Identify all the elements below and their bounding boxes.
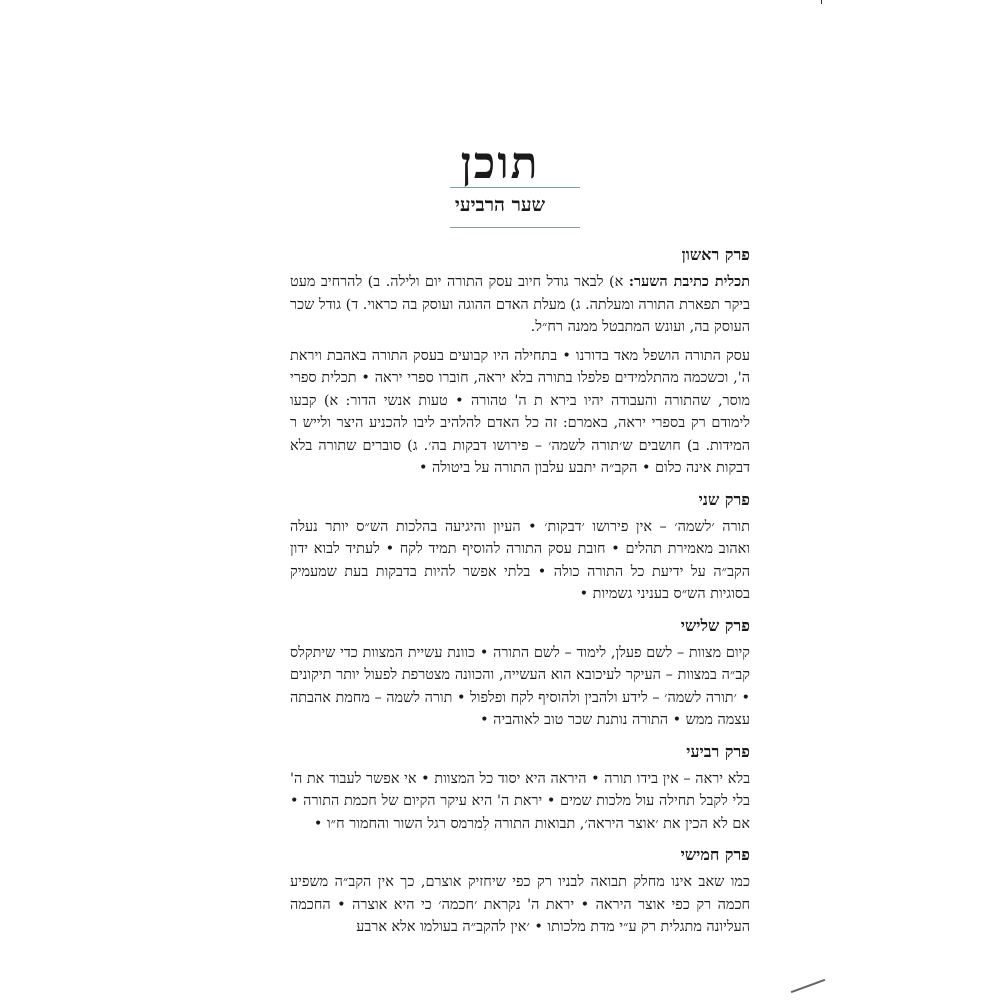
chapter-paragraph: [290, 271, 750, 339]
table-of-contents: [290, 245, 750, 949]
chapter-section: [290, 245, 750, 480]
title-divider-bottom: [450, 227, 580, 228]
paragraph-text: עסק התורה הושפל מאד בדורנו • בתחילה היו קבועים בעסק התורה באהבת ויראת ה', וכשכמה מהתלמידים פלפלו בתורה בלא יראה, חוברו ספרי יראה • תכלית ספרי מוסר, שהתורה והעבודה יהיו בירא ת ה' טהורה • טעות אנשי הדור: א) קבעו לימודם רק בספרי יראה, באמרם: זה כל האדם להלהיב ליבו להכניע היצר ולייש ר המידות. ב) חושבים ש׳תורה לשמה׳ – פירושו דבקות בה׳. ג) סוברים שתורה בלא דבקות אינה כלום • הקב״ה יתבע עלבון התורה על ביטולה •: [290, 347, 750, 476]
page-title: תוכן: [460, 138, 540, 189]
chapter-heading: פרק רביעי: [686, 741, 750, 761]
chapter-heading: פרק חמישי: [680, 845, 750, 864]
gate-title: שער הרביעי: [454, 194, 546, 216]
chapter-paragraph: [290, 345, 750, 480]
chapter-section: [290, 490, 750, 606]
chapter-section: [290, 845, 750, 939]
chapter-paragraph: [290, 871, 750, 939]
chapter-section: [290, 616, 750, 732]
chapter-paragraph: [290, 642, 750, 732]
corner-mark: [821, 0, 822, 4]
chapter-paragraph: [290, 516, 750, 606]
chapter-heading: פרק ראשון: [681, 245, 750, 264]
chapter-heading: פרק שני: [698, 489, 750, 509]
paragraph-text: תורה ׳לשמה׳ – אין פירושו ׳דבקות׳ • העיון והיגיעה בהלכות הש״ס יותר נעלה ואהוב מאמירת תהלים • חובת עסק התורה להוסיף תמיד לקח • לעתיד לבוא ידון הקב״ה על ידיעת כל התורה כולה • בלתי אפשר להיות בדבקות בעת שמעמיק בסוגיות הש״ס בעניני גשמיות •: [290, 518, 750, 602]
paragraph-text: א) לבאר גודל חיוב עסק התורה יום ולילה. ב) להרחיב מעט ביקר תפארת התורה ומעלתה. ג) מעלת האדם ההוגה ועוסק בה כראוי. ד) גודל שכר העוסק בה, ועונש המתבטל ממנה רח״ל.: [290, 274, 750, 335]
page-edge-mark: [791, 979, 826, 993]
chapter-paragraph: [290, 768, 750, 836]
paragraph-text: קיום מצוות – לשם פעלן, לימוד – לשם התורה • כוונת עשיית המצוות כדי שיתקלס קב״ה במצוות – העיקר לעיכובא הוא העשייה, והכוונה מצטרפת לפעול יותר תיקונים • ׳תורה לשמה׳ – לידע ולהבין ולהוסיף לקח ופלפול • תורה לשמה – מחמת אהבתה עצמה ממש • התורה נותנת שכר טוב לאוהביה •: [290, 644, 750, 728]
title-divider-top: [450, 187, 580, 188]
chapter-section: [290, 742, 750, 836]
paragraph-text: בלא יראה – אין בידו תורה • היראה היא יסוד כל המצוות • אי אפשר לעבוד את ה' בלי לקבל תחילה עול מלכות שמים • יראת ה' היא עיקר הקיום של חכמת התורה • אם לא הכין את ׳אוצר היראה׳, תבואות התורה לִמרמס רגל השור והחמור ח״ו •: [290, 770, 750, 832]
paragraph-lead: תכלית כתיבת השער:: [628, 273, 750, 290]
paragraph-text: כמו שאב אינו מחלק תבואה לבניו רק כפי שיחזיק אוצרם, כך אין הקב״ה משפיע חכמה רק כפי אוצר היראה • יראת ה' נקראת ׳חכמה׳ כי היא אוצרה • החכמה העליונה מתגלית רק ע״י מדת מלכותו • ׳אין להקב״ה בעולמו אלא ארבע: [290, 874, 750, 935]
chapter-heading: פרק שלישי: [680, 615, 750, 635]
